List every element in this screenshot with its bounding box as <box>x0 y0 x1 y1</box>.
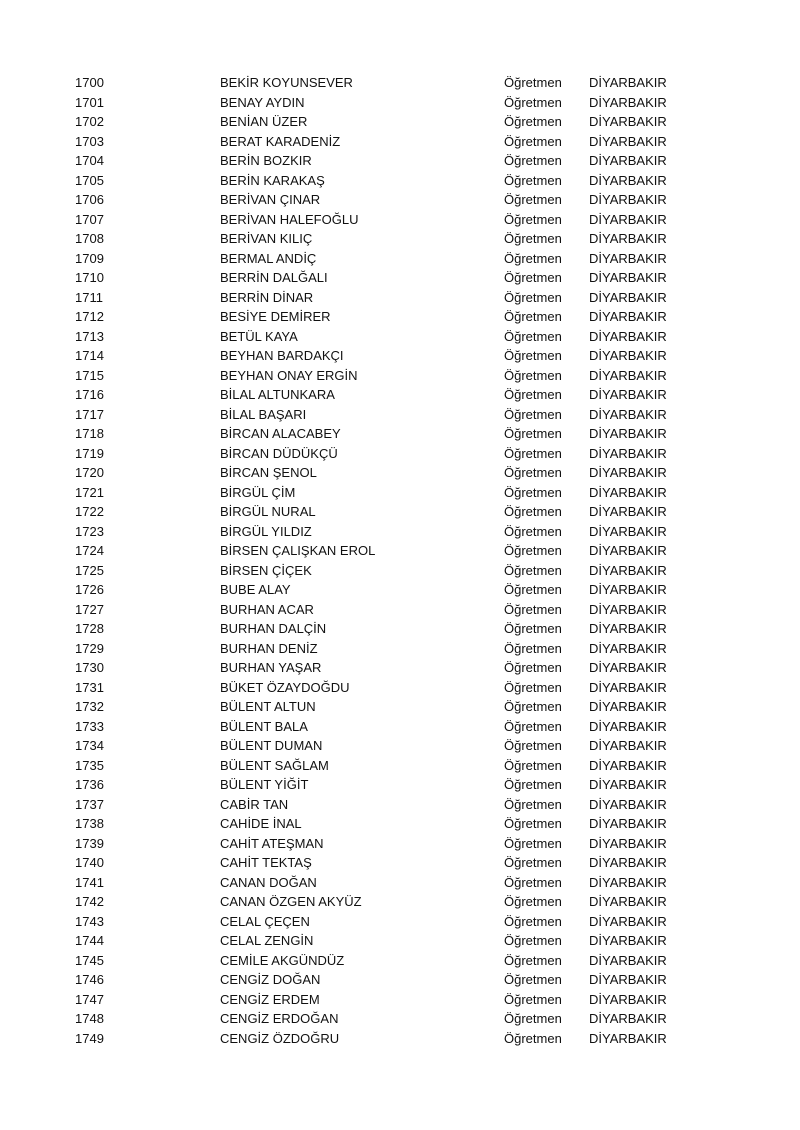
row-number: 1737 <box>75 796 104 812</box>
person-name: BENAY AYDIN <box>220 94 305 110</box>
person-name: BERRİN DİNAR <box>220 289 314 305</box>
table-row <box>0 639 800 659</box>
city-cell: DİYARBAKIR <box>589 114 667 129</box>
city-cell: DİYARBAKIR <box>589 250 667 266</box>
person-name: BİLAL BAŞARI <box>220 406 307 422</box>
person-name: BURHAN DENİZ <box>220 640 318 656</box>
row-number: 1735 <box>75 757 104 773</box>
row-number: 1710 <box>75 270 104 285</box>
role-cell: Öğretmen <box>504 718 562 734</box>
row-number: 1721 <box>75 484 104 500</box>
table-row <box>0 561 800 581</box>
person-name: BETÜL KAYA <box>220 328 298 344</box>
row-number: 1725 <box>75 562 104 578</box>
person-name: BERİVAN KILIÇ <box>220 231 313 246</box>
city-cell: DİYARBAKIR <box>589 874 667 890</box>
role-cell: Öğretmen <box>504 894 562 909</box>
person-name: BEYHAN BARDAKÇI <box>220 348 344 363</box>
person-name: BERİVAN ÇINAR <box>220 192 321 207</box>
role-cell: Öğretmen <box>504 445 562 461</box>
table-row <box>0 951 800 971</box>
person-name: BERİVAN HALEFOĞLU <box>220 211 359 227</box>
role-cell: Öğretmen <box>504 153 562 168</box>
role-cell: Öğretmen <box>504 231 562 246</box>
row-number: 1716 <box>75 387 104 402</box>
city-cell: DİYARBAKIR <box>589 972 667 987</box>
table-row <box>0 444 800 464</box>
city-cell: DİYARBAKIR <box>589 835 667 851</box>
role-cell: Öğretmen <box>504 1030 562 1046</box>
table-row <box>0 619 800 639</box>
person-name: CANAN ÖZGEN AKYÜZ <box>220 894 362 909</box>
role-cell: Öğretmen <box>504 465 562 480</box>
table-row <box>0 327 800 347</box>
table-row <box>0 1009 800 1029</box>
row-number: 1748 <box>75 1011 104 1026</box>
city-cell: DİYARBAKIR <box>589 621 667 636</box>
row-number: 1717 <box>75 406 104 422</box>
table-row <box>0 73 800 93</box>
city-cell: DİYARBAKIR <box>589 94 667 110</box>
role-cell: Öğretmen <box>504 406 562 422</box>
role-cell: Öğretmen <box>504 426 562 441</box>
row-number: 1736 <box>75 777 104 792</box>
city-cell: DİYARBAKIR <box>589 913 667 929</box>
city-cell: DİYARBAKIR <box>589 738 667 753</box>
role-cell: Öğretmen <box>504 484 562 500</box>
row-number: 1715 <box>75 367 104 383</box>
table-row <box>0 990 800 1010</box>
role-cell: Öğretmen <box>504 523 562 539</box>
table-row <box>0 912 800 932</box>
role-cell: Öğretmen <box>504 601 562 617</box>
role-cell: Öğretmen <box>504 328 562 344</box>
table-row <box>0 756 800 776</box>
person-name: BEKİR KOYUNSEVER <box>220 75 353 90</box>
person-name: BURHAN ACAR <box>220 601 314 617</box>
row-number: 1742 <box>75 894 104 909</box>
city-cell: DİYARBAKIR <box>589 816 667 831</box>
role-cell: Öğretmen <box>504 913 562 929</box>
person-name: BUBE ALAY <box>220 582 291 597</box>
table-row <box>0 268 800 288</box>
role-cell: Öğretmen <box>504 582 562 597</box>
table-row <box>0 112 800 132</box>
table-row <box>0 697 800 717</box>
city-cell: DİYARBAKIR <box>589 660 667 675</box>
row-number: 1728 <box>75 621 104 636</box>
table-row <box>0 171 800 191</box>
row-number: 1704 <box>75 153 104 168</box>
table-row <box>0 463 800 483</box>
role-cell: Öğretmen <box>504 952 562 968</box>
row-number: 1700 <box>75 75 104 90</box>
city-cell: DİYARBAKIR <box>589 75 667 90</box>
role-cell: Öğretmen <box>504 114 562 129</box>
person-name: CEMİLE AKGÜNDÜZ <box>220 952 345 968</box>
role-cell: Öğretmen <box>504 75 562 90</box>
table-row <box>0 190 800 210</box>
person-name: BENİAN ÜZER <box>220 114 308 129</box>
role-cell: Öğretmen <box>504 504 562 519</box>
city-cell: DİYARBAKIR <box>589 289 667 305</box>
person-name: BURHAN DALÇİN <box>220 621 327 636</box>
role-cell: Öğretmen <box>504 991 562 1007</box>
city-cell: DİYARBAKIR <box>589 582 667 597</box>
city-cell: DİYARBAKIR <box>589 699 667 714</box>
row-number: 1720 <box>75 465 104 480</box>
table-row <box>0 249 800 269</box>
row-number: 1747 <box>75 991 104 1007</box>
city-cell: DİYARBAKIR <box>589 679 667 695</box>
role-cell: Öğretmen <box>504 855 562 870</box>
table-row <box>0 873 800 893</box>
table-row <box>0 424 800 444</box>
row-number: 1703 <box>75 133 104 149</box>
person-name: BÜLENT YİĞİT <box>220 777 309 792</box>
row-number: 1732 <box>75 699 104 714</box>
city-cell: DİYARBAKIR <box>589 933 667 948</box>
row-number: 1727 <box>75 601 104 617</box>
person-name: CENGİZ DOĞAN <box>220 972 321 987</box>
city-cell: DİYARBAKIR <box>589 211 667 227</box>
row-number: 1746 <box>75 972 104 987</box>
row-number: 1723 <box>75 523 104 539</box>
city-cell: DİYARBAKIR <box>589 328 667 344</box>
table-row <box>0 541 800 561</box>
row-number: 1706 <box>75 192 104 207</box>
person-name: BESİYE DEMİRER <box>220 309 331 324</box>
person-name: BÜLENT BALA <box>220 718 308 734</box>
table-row <box>0 736 800 756</box>
city-cell: DİYARBAKIR <box>589 894 667 909</box>
role-cell: Öğretmen <box>504 367 562 383</box>
city-cell: DİYARBAKIR <box>589 231 667 246</box>
row-number: 1745 <box>75 952 104 968</box>
city-cell: DİYARBAKIR <box>589 133 667 149</box>
table-row <box>0 307 800 327</box>
person-name: BİLAL ALTUNKARA <box>220 387 335 402</box>
table-row <box>0 600 800 620</box>
table-row <box>0 288 800 308</box>
role-cell: Öğretmen <box>504 543 562 558</box>
city-cell: DİYARBAKIR <box>589 562 667 578</box>
city-cell: DİYARBAKIR <box>589 270 667 285</box>
role-cell: Öğretmen <box>504 94 562 110</box>
table-row <box>0 502 800 522</box>
table-row <box>0 346 800 366</box>
table-row <box>0 132 800 152</box>
city-cell: DİYARBAKIR <box>589 465 667 480</box>
city-cell: DİYARBAKIR <box>589 192 667 207</box>
table-row <box>0 814 800 834</box>
row-number: 1708 <box>75 231 104 246</box>
role-cell: Öğretmen <box>504 835 562 851</box>
row-number: 1712 <box>75 309 104 324</box>
role-cell: Öğretmen <box>504 250 562 266</box>
role-cell: Öğretmen <box>504 172 562 188</box>
table-row <box>0 385 800 405</box>
table-row <box>0 678 800 698</box>
city-cell: DİYARBAKIR <box>589 172 667 188</box>
row-number: 1734 <box>75 738 104 753</box>
city-cell: DİYARBAKIR <box>589 348 667 363</box>
row-number: 1741 <box>75 874 104 890</box>
city-cell: DİYARBAKIR <box>589 757 667 773</box>
role-cell: Öğretmen <box>504 621 562 636</box>
row-number: 1711 <box>75 289 103 305</box>
role-cell: Öğretmen <box>504 270 562 285</box>
role-cell: Öğretmen <box>504 679 562 695</box>
person-name: BİRSEN ÇİÇEK <box>220 562 312 578</box>
document-table <box>0 73 800 1048</box>
city-cell: DİYARBAKIR <box>589 504 667 519</box>
city-cell: DİYARBAKIR <box>589 426 667 441</box>
person-name: BİRGÜL ÇİM <box>220 484 296 500</box>
city-cell: DİYARBAKIR <box>589 796 667 812</box>
role-cell: Öğretmen <box>504 972 562 987</box>
person-name: BÜLENT SAĞLAM <box>220 757 329 773</box>
row-number: 1714 <box>75 348 104 363</box>
person-name: BİRCAN ŞENOL <box>220 465 317 480</box>
person-name: BÜLENT ALTUN <box>220 699 316 714</box>
city-cell: DİYARBAKIR <box>589 445 667 461</box>
city-cell: DİYARBAKIR <box>589 484 667 500</box>
row-number: 1739 <box>75 835 104 851</box>
person-name: BÜKET ÖZAYDOĞDU <box>220 679 350 695</box>
row-number: 1749 <box>75 1030 104 1046</box>
role-cell: Öğretmen <box>504 816 562 831</box>
table-row <box>0 834 800 854</box>
city-cell: DİYARBAKIR <box>589 640 667 656</box>
role-cell: Öğretmen <box>504 874 562 890</box>
person-name: BİRCAN ALACABEY <box>220 426 341 441</box>
row-number: 1719 <box>75 445 104 461</box>
role-cell: Öğretmen <box>504 289 562 305</box>
table-row <box>0 93 800 113</box>
city-cell: DİYARBAKIR <box>589 777 667 792</box>
person-name: BİRCAN DÜDÜKÇÜ <box>220 445 338 461</box>
person-name: CELAL ÇEÇEN <box>220 913 310 929</box>
row-number: 1701 <box>75 94 104 110</box>
person-name: CENGİZ ÖZDOĞRU <box>220 1030 340 1046</box>
row-number: 1726 <box>75 582 104 597</box>
city-cell: DİYARBAKIR <box>589 523 667 539</box>
city-cell: DİYARBAKIR <box>589 387 667 402</box>
role-cell: Öğretmen <box>504 1011 562 1026</box>
role-cell: Öğretmen <box>504 640 562 656</box>
person-name: BERİN BOZKIR <box>220 153 312 168</box>
table-row <box>0 522 800 542</box>
table-row <box>0 1029 800 1049</box>
person-name: CAHİT ATEŞMAN <box>220 835 324 851</box>
table-row <box>0 853 800 873</box>
table-row <box>0 795 800 815</box>
table-row <box>0 931 800 951</box>
role-cell: Öğretmen <box>504 192 562 207</box>
city-cell: DİYARBAKIR <box>589 309 667 324</box>
person-name: BERİN KARAKAŞ <box>220 172 325 188</box>
person-name: BERRİN DALĞALI <box>220 270 328 285</box>
role-cell: Öğretmen <box>504 660 562 675</box>
table-row <box>0 151 800 171</box>
person-name: CENGİZ ERDEM <box>220 991 320 1007</box>
role-cell: Öğretmen <box>504 757 562 773</box>
role-cell: Öğretmen <box>504 309 562 324</box>
row-number: 1740 <box>75 855 104 870</box>
person-name: BİRGÜL YILDIZ <box>220 523 312 539</box>
person-name: BERMAL ANDİÇ <box>220 250 317 266</box>
role-cell: Öğretmen <box>504 562 562 578</box>
person-name: BÜLENT DUMAN <box>220 738 323 753</box>
row-number: 1729 <box>75 640 104 656</box>
person-name: BURHAN YAŞAR <box>220 660 322 675</box>
role-cell: Öğretmen <box>504 133 562 149</box>
table-row <box>0 970 800 990</box>
row-number: 1724 <box>75 543 104 558</box>
person-name: CELAL ZENGİN <box>220 933 314 948</box>
person-name: BEYHAN ONAY ERGİN <box>220 367 358 383</box>
city-cell: DİYARBAKIR <box>589 543 667 558</box>
role-cell: Öğretmen <box>504 387 562 402</box>
row-number: 1702 <box>75 114 104 129</box>
role-cell: Öğretmen <box>504 777 562 792</box>
table-row <box>0 483 800 503</box>
person-name: CENGİZ ERDOĞAN <box>220 1011 339 1026</box>
person-name: CAHİDE İNAL <box>220 816 302 831</box>
row-number: 1707 <box>75 211 104 227</box>
city-cell: DİYARBAKIR <box>589 1011 667 1026</box>
table-row <box>0 210 800 230</box>
row-number: 1730 <box>75 660 104 675</box>
city-cell: DİYARBAKIR <box>589 406 667 422</box>
row-number: 1713 <box>75 328 104 344</box>
row-number: 1733 <box>75 718 104 734</box>
role-cell: Öğretmen <box>504 796 562 812</box>
table-row <box>0 658 800 678</box>
city-cell: DİYARBAKIR <box>589 153 667 168</box>
person-name: BERAT KARADENİZ <box>220 133 341 149</box>
person-name: CANAN DOĞAN <box>220 874 317 890</box>
row-number: 1738 <box>75 816 104 831</box>
row-number: 1731 <box>75 679 104 695</box>
city-cell: DİYARBAKIR <box>589 991 667 1007</box>
city-cell: DİYARBAKIR <box>589 1030 667 1046</box>
role-cell: Öğretmen <box>504 933 562 948</box>
city-cell: DİYARBAKIR <box>589 952 667 968</box>
row-number: 1705 <box>75 172 104 188</box>
role-cell: Öğretmen <box>504 211 562 227</box>
role-cell: Öğretmen <box>504 348 562 363</box>
table-row <box>0 580 800 600</box>
table-row <box>0 892 800 912</box>
person-name: BİRGÜL NURAL <box>220 504 316 519</box>
person-name: CABİR TAN <box>220 796 289 812</box>
city-cell: DİYARBAKIR <box>589 367 667 383</box>
role-cell: Öğretmen <box>504 738 562 753</box>
table-row <box>0 405 800 425</box>
city-cell: DİYARBAKIR <box>589 601 667 617</box>
row-number: 1718 <box>75 426 104 441</box>
city-cell: DİYARBAKIR <box>589 718 667 734</box>
role-cell: Öğretmen <box>504 699 562 714</box>
row-number: 1744 <box>75 933 104 948</box>
row-number: 1743 <box>75 913 104 929</box>
person-name: BİRSEN ÇALIŞKAN EROL <box>220 543 376 558</box>
table-row <box>0 717 800 737</box>
table-row <box>0 775 800 795</box>
person-name: CAHİT TEKTAŞ <box>220 855 312 870</box>
city-cell: DİYARBAKIR <box>589 855 667 870</box>
row-number: 1722 <box>75 504 104 519</box>
table-row <box>0 229 800 249</box>
row-number: 1709 <box>75 250 104 266</box>
table-row <box>0 366 800 386</box>
